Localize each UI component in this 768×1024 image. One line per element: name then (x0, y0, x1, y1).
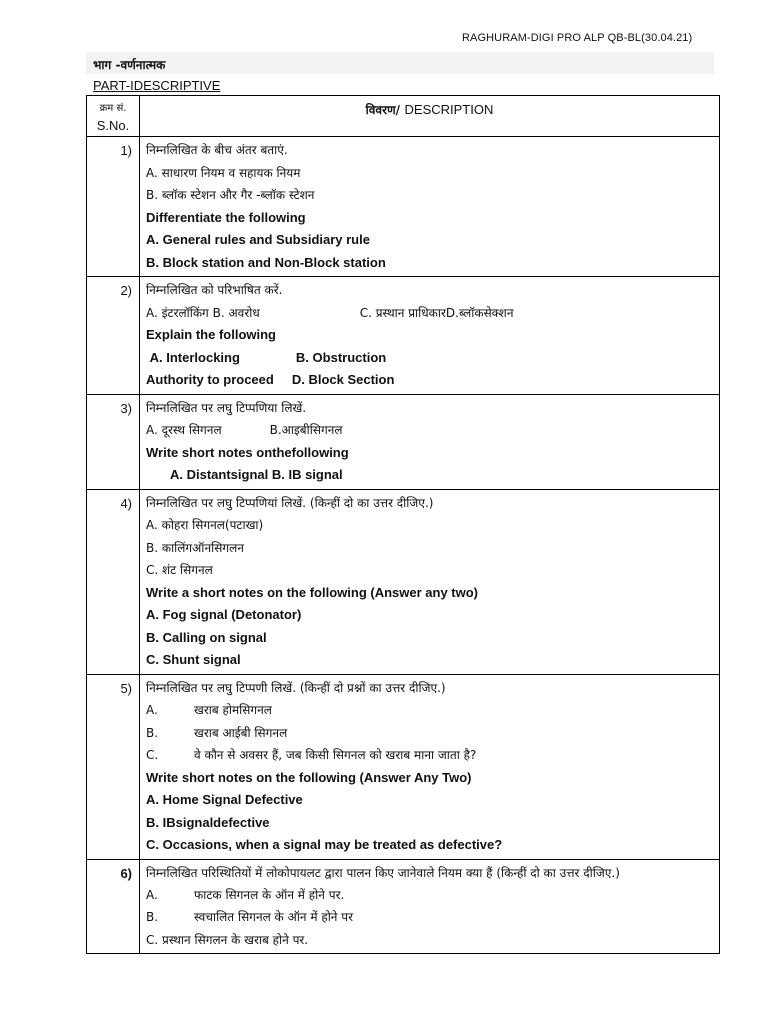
option-label: B. (146, 725, 159, 740)
question-line: B. Calling on signal (146, 629, 267, 645)
question-line: A. साधारण नियम व सहायक नियम (146, 165, 301, 180)
question-line: C. Occasions, when a signal may be treated as defective? (146, 837, 503, 852)
question-line: Write a short notes on the following (Answer any two) (146, 584, 478, 600)
section-title-hindi: भाग -वर्णनात्मक (93, 58, 166, 72)
question-line-part: C. प्रस्थान प्राधिकारD.ब्लॉकसेक्शन (359, 305, 514, 320)
question-line: Write short notes on the following (Answer Any Two) (146, 769, 472, 785)
question-description (140, 859, 720, 954)
question-number: 4) (87, 489, 140, 674)
question-line-part: वे कौन से अवसर हैं, जब किसी सिगनल को खराब माना जाता है? (194, 748, 477, 762)
question-line (146, 419, 719, 442)
option-label: C. (146, 748, 159, 762)
question-line (146, 722, 719, 745)
question-line: C. Shunt signal (146, 652, 241, 667)
description-header-hindi: विवरण/ (365, 103, 401, 117)
question-line: C. शंट सिगनल (146, 563, 213, 577)
question-line: निम्नलिखित के बीच अंतर बताएं. (146, 143, 288, 157)
question-line: A. Home Signal Defective (146, 792, 303, 807)
question-line (146, 906, 719, 929)
question-description (140, 277, 720, 395)
table-row (87, 137, 720, 277)
table-row (87, 859, 720, 954)
question-description (140, 394, 720, 489)
question-description (140, 674, 720, 859)
question-line (146, 884, 719, 907)
question-line: A. General rules and Subsidiary rule (146, 232, 370, 247)
question-line-part: A. दूरस्थ सिगनल (146, 423, 222, 437)
table-row (87, 674, 720, 859)
question-line (146, 347, 719, 370)
option-label: A. (146, 887, 158, 902)
question-line: Write short notes onthefollowing (146, 444, 349, 460)
question-line-part: B. Obstruction (295, 349, 387, 365)
table-row (87, 489, 720, 674)
part-title: PART-IDESCRIPTIVE (93, 78, 221, 93)
section-band (86, 52, 714, 74)
sno-header-hindi: क्रम सं. (99, 103, 127, 114)
question-line (146, 302, 719, 325)
question-number: 1) (87, 137, 140, 277)
description-header (140, 96, 720, 137)
question-line-part: खराब होमसिगनल (194, 703, 272, 717)
question-description (140, 137, 720, 277)
question-line: निम्नलिखित को परिभाषित करें. (146, 283, 283, 297)
question-line-part: स्वचालित सिगनल के ऑन में होने पर (194, 910, 354, 924)
question-line: A. Fog signal (Detonator) (146, 607, 302, 622)
question-line-part: A. Interlocking (149, 349, 240, 365)
question-line: A. Distantsignal B. IB signal (170, 467, 343, 482)
question-line-part: खराब आईबी सिगनल (194, 725, 288, 740)
question-line: A. कोहरा सिगनल(पटाखा) (146, 518, 264, 532)
table-header-row (87, 96, 720, 137)
document-reference: RAGHURAM-DIGI PRO ALP QB-BL(30.04.21) (462, 32, 693, 44)
question-line-part: A. इंटरलॉकिंग B. अवरोध (146, 305, 260, 320)
question-line: निम्नलिखित पर लघु टिप्पणी लिखें. (किन्हीं दो प्रश्नों का उत्तर दीजिए.) (146, 680, 446, 695)
question-line: B. IBsignaldefective (146, 814, 270, 830)
question-line: C. प्रस्थान सिगलन के खराब होने पर. (146, 932, 309, 947)
question-line (146, 369, 719, 392)
question-table (86, 95, 720, 954)
question-line: Differentiate the following (146, 209, 306, 225)
question-line: B. Block station and Non-Block station (146, 254, 386, 270)
question-line (146, 699, 719, 722)
table-row (87, 277, 720, 395)
question-number: 6) (87, 859, 140, 954)
question-line-part: फाटक सिगनल के ऑन में होने पर. (194, 887, 345, 902)
question-line (146, 744, 719, 767)
question-line: निम्नलिखित परिस्थितियों में लोकोपायलट द्वारा पालन किए जानेवाले नियम क्या हैं (किन्हीं दो का उत्तर दीजिए.) (146, 865, 620, 880)
question-number: 2) (87, 277, 140, 395)
description-header-english: DESCRIPTION (404, 102, 494, 117)
question-line: B. कालिंगऑनसिगलन (146, 540, 244, 555)
question-number: 3) (87, 394, 140, 489)
question-line-part: B.आइबीसिगनल (269, 423, 343, 437)
sno-header (87, 96, 140, 137)
question-line-part: Authority to proceed (146, 372, 274, 387)
sno-header-english: S.No. (96, 118, 130, 133)
question-line: निम्नलिखित पर लघु टिप्पणिया लिखें. (146, 400, 307, 415)
option-label: A. (146, 703, 158, 717)
question-line: निम्नलिखित पर लघु टिप्पणियां लिखें. (किन्हीं दो का उत्तर दीजिए.) (146, 495, 434, 510)
question-description (140, 489, 720, 674)
question-line: B. ब्लॉक स्टेशन और गैर -ब्लॉक स्टेशन (146, 188, 315, 202)
table-row (87, 394, 720, 489)
question-number: 5) (87, 674, 140, 859)
question-line: Explain the following (146, 327, 276, 342)
option-label: B. (146, 910, 159, 924)
question-line-part: D. Block Section (291, 372, 395, 387)
